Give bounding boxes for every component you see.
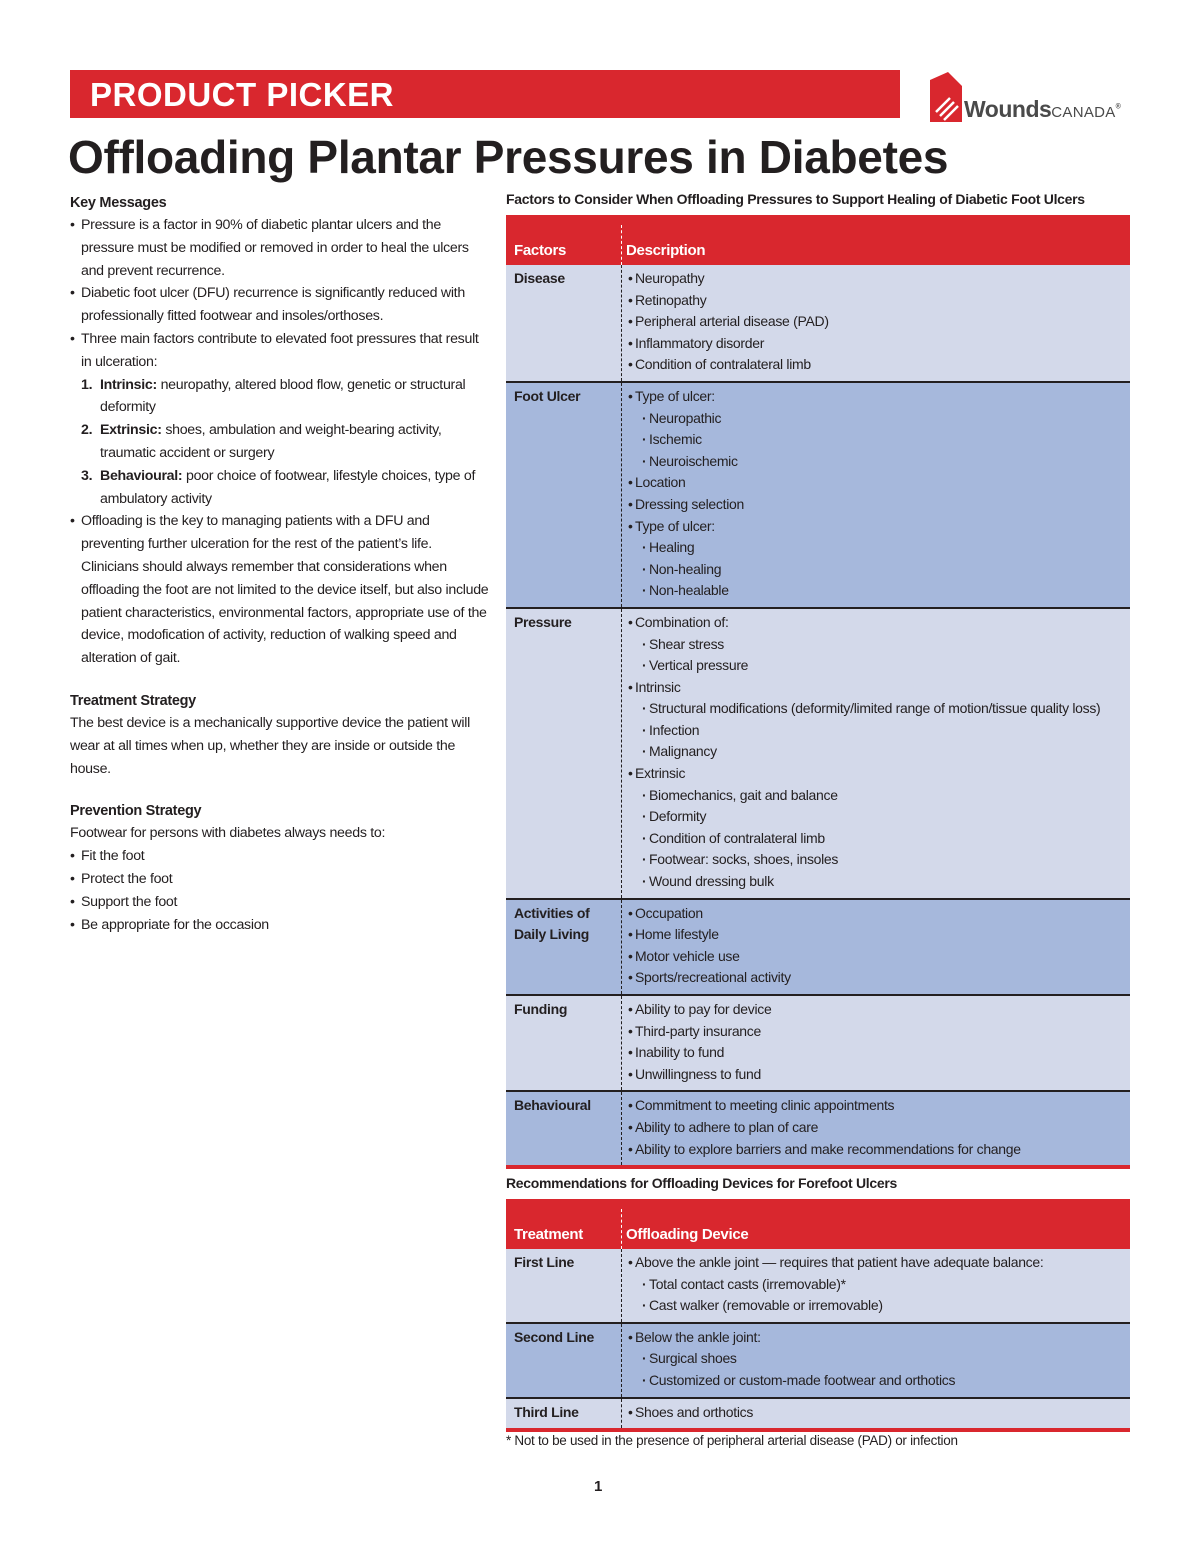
row-label: Foot Ulcer [514,387,581,404]
factors-table-caption: Factors to Consider When Offloading Pressures to Support Healing of Diabetic Foot Ulcers [506,191,1085,207]
sub-item: · Cast walker (removable or irremovable) [628,1295,1130,1317]
sub-item: · Neuropathic [628,408,1130,430]
left-column [70,192,490,936]
table-row [506,607,1130,898]
table-row [506,994,1130,1090]
prevention-item: • Protect the foot [70,868,490,891]
bullet-item: • Type of ulcer: [628,516,1130,538]
sub-item: · Total contact casts (irremovable)* [628,1274,1130,1296]
row-description [628,999,1130,1085]
bullet-item: • Sports/recreational activity [628,967,1130,989]
row-label: Second Line [514,1328,594,1345]
factors-table-body [506,265,1130,1165]
row-description [628,1327,1130,1392]
row-description [628,1402,1130,1424]
sub-item: · Infection [628,720,1130,742]
row-label: Disease [514,270,565,286]
sub-item: · Wound dressing bulk [628,871,1130,893]
row-label: Pressure [514,613,572,630]
treatment-strategy-section [70,690,490,780]
column-header-treatment: Treatment [514,1226,583,1243]
prevention-item: • Support the foot [70,891,490,914]
bullet-item: • Location [628,472,1130,494]
header-banner [70,70,900,118]
factor-item-intrinsic: 1. Intrinsic: neuropathy, altered blood flow, genetic or structural deformity [81,376,466,416]
factor-item-behavioural: 3. Behavioural: poor choice of footwear, lifestyle choices, type of ambulatory activity [81,467,476,507]
bullet-item: • Neuropathy [628,268,1130,290]
logo-mark-icon [928,72,964,124]
row-label: Activities of Daily Living [514,904,590,943]
bullet-item: • Peripheral arterial disease (PAD) [628,311,1130,333]
row-label: First Line [514,1254,575,1270]
bullet-item: • Retinopathy [628,290,1130,312]
bullet-item: • Below the ankle joint: [628,1327,1130,1349]
table-row [506,265,1130,381]
row-label: Behavioural [514,1097,591,1114]
table-row [506,1249,1130,1322]
column-header-description: Description [626,242,706,259]
key-messages-heading: Key Messages [70,195,167,211]
prevention-strategy-heading: Prevention Strategy [70,803,202,820]
bullet-item: • Dressing selection [628,494,1130,516]
row-description [628,1095,1130,1160]
key-message-bullet: • Three main factors contribute to elevated foot pressures that result in ulceration: [70,328,490,374]
table-bottom-rule [506,1428,1130,1432]
sub-item: · Ischemic [628,429,1130,451]
factor-item-extrinsic: 2. Extrinsic: shoes, ambulation and weight-bearing activity, traumatic accident or surgery [81,422,442,461]
bullet-item: • Combination of: [628,612,1130,634]
bullet-item: • Shoes and orthotics [628,1402,1130,1424]
sub-item: · Condition of contralateral limb [628,828,1130,850]
sub-item: · Malignancy [628,741,1130,763]
table-row [506,898,1130,994]
prevention-item: • Fit the foot [70,845,490,868]
sub-item: · Non-healing [628,559,1130,581]
factors-table [506,215,1130,1169]
bullet-item: • Ability to pay for device [628,999,1130,1021]
row-description [628,386,1130,602]
wounds-canada-logo [928,72,1138,128]
sub-item: · Healing [628,537,1130,559]
sub-item: · Non-healable [628,580,1130,602]
bullet-item: • Home lifestyle [628,924,1130,946]
row-label: Funding [514,1001,568,1017]
prevention-strategy-section [70,800,490,936]
logo-wordmark: WoundsCANADA® [964,96,1121,122]
sub-item: · Neuroischemic [628,451,1130,473]
devices-table-header [506,1199,1130,1249]
key-message-bullet: • Diabetic foot ulcer (DFU) recurrence is significantly reduced with professionally fitted footwear and insoles/orthoses. [70,282,490,328]
row-label: Third Line [514,1403,579,1420]
page-title: Offloading Plantar Pressures in Diabetes [68,131,949,183]
banner-label: PRODUCT PICKER [90,76,395,113]
devices-table-body [506,1249,1130,1428]
bullet-item: • Above the ankle joint — requires that patient have adequate balance: [628,1252,1130,1274]
sub-item: · Surgical shoes [628,1348,1130,1370]
bullet-item: • Unwillingness to fund [628,1064,1130,1086]
treatment-strategy-text: The best device is a mechanically supportive device the patient will wear at all times when up, whether they are inside or outside the house. [70,714,470,777]
sub-item: · Deformity [628,806,1130,828]
devices-table-caption: Recommendations for Offloading Devices for Forefoot Ulcers [506,1175,898,1191]
bullet-item: • Occupation [628,903,1130,925]
bullet-item: • Inflammatory disorder [628,333,1130,355]
treatment-strategy-heading: Treatment Strategy [70,692,196,709]
bullet-item: • Inability to fund [628,1042,1130,1064]
sub-item: · Footwear: socks, shoes, insoles [628,849,1130,871]
sub-item: · Vertical pressure [628,655,1130,677]
table-row [506,1090,1130,1165]
bullet-item: • Motor vehicle use [628,946,1130,968]
table-bottom-rule [506,1165,1130,1169]
sub-item: · Customized or custom-made footwear and orthotics [628,1370,1130,1392]
bullet-item: • Intrinsic [628,677,1130,699]
prevention-strategy-intro: Footwear for persons with diabetes always needs to: [70,825,386,842]
column-header-factors: Factors [514,242,567,259]
key-message-bullet: • Offloading is the key to managing patients with a DFU and preventing further ulceration for the rest of the patient’s life. Clinicians should always remember that considerations when offloading the foot are not limited to the device itself, but also include patient characteristics, environmental factors, appropriate use of the device, modofication of activity, reduction of walking speed and alteration of gait. [70,510,490,670]
key-message-bullet: • Pressure is a factor in 90% of diabetic plantar ulcers and the pressure must be modified or removed in order to heal the ulcers and prevent recurrence. [70,214,490,282]
bullet-item: • Type of ulcer: [628,386,1130,408]
sub-item: · Biomechanics, gait and balance [628,785,1130,807]
table-row [506,1322,1130,1397]
bullet-item: • Condition of contralateral limb [628,354,1130,376]
sub-item: · Shear stress [628,634,1130,656]
row-description [628,268,1130,376]
bullet-item: • Commitment to meeting clinic appointments [628,1095,1130,1117]
devices-table [506,1199,1130,1432]
bullet-item: • Ability to explore barriers and make recommendations for change [628,1139,1130,1161]
page-number: 1 [594,1478,603,1495]
bullet-item: • Extrinsic [628,763,1130,785]
footnote: * Not to be used in the presence of peripheral arterial disease (PAD) or infection [506,1433,958,1448]
column-header-offloading-device: Offloading Device [626,1226,749,1243]
bullet-item: • Ability to adhere to plan of care [628,1117,1130,1139]
bullet-item: • Third-party insurance [628,1021,1130,1043]
row-description [628,612,1130,893]
row-description [628,1252,1130,1317]
row-description [628,903,1130,989]
sub-item: · Structural modifications (deformity/limited range of motion/tissue quality loss) [628,698,1130,720]
table-row [506,1397,1130,1429]
factors-table-header [506,215,1130,265]
table-row [506,381,1130,607]
prevention-item: • Be appropriate for the occasion [70,914,490,937]
